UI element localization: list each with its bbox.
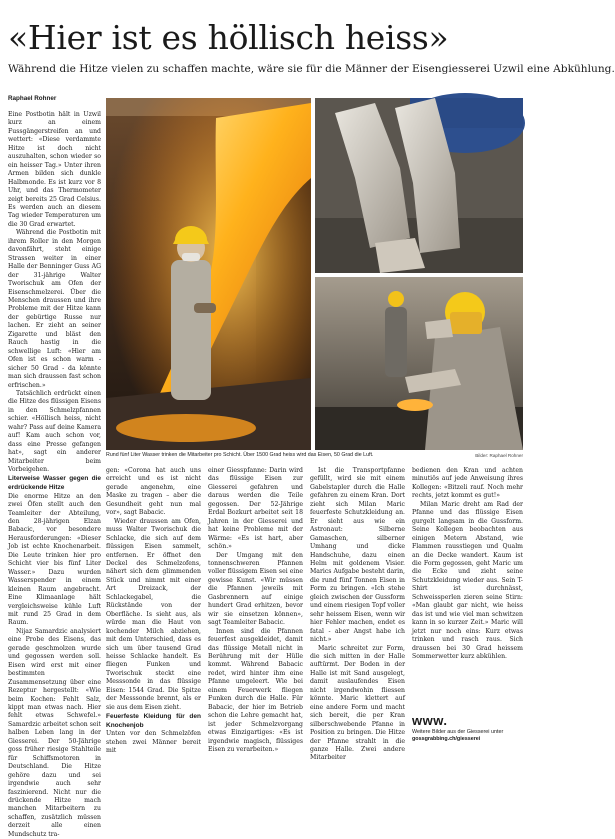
lead-paragraph: Während die Hitze vielen zu schaffen machte, wäre sie für die Männer der Eisengiesserei Uzwil eine Abkühlung. <box>8 63 615 75</box>
photo-worker-graphic <box>315 277 523 450</box>
web-gallery-note-text: Weitere Bilder aus der Giesserei unter <box>412 729 504 735</box>
photo-molten-iron-pour <box>106 98 311 450</box>
photo-credit: Bilder: Raphael Rohner <box>475 453 523 458</box>
paragraph: Innen sind die Pfannen feuerfest ausgekleidet, damit das flüssige Metall nicht in Berührung mit der Hülle kommt. Während Babacic redet, wird hinter ihm eine Pfanne umgeleert. Wie bei einem Feuerwerk fliegen Funken durch die Halle. Für Babacic, der hier im Betrieb schon die Lehre gemacht hat, ist jeder Schmelzvorgang etwas Einzigartiges: «Es ist irgendwie magisch, flüssiges Eisen zu verarbeiten.» <box>208 627 303 753</box>
paragraph: Maric schreitet zur Form, die sich mitten in der Halle auftürmt. Der Boden in der Halle ist mit Sand ausgelegt, damit auslaufendes Eisen nicht irgendwohin fliessen könnte. Maric klettert auf eine andere Form und macht sich bereit, die per Kran silberschwebende Pfanne in Position zu bringen. Die Hitze der Pfanne strahlt in die ganze Halle. Zwei andere Mitarbeiter <box>310 644 405 762</box>
text-column-3 <box>208 467 303 757</box>
text-column-1 <box>8 111 101 838</box>
paragraph: Eine Postbotin hält in Uzwil kurz an einem Fussgängerstreifen an und wettert: «Diese verdammte Hitze ist doch nicht auszuhalten, schon wieder so ein heisser Tag.» Unter ihren Armen bilden sich dunkle Halbmonde. Es ist kurz vor 8 Uhr, und das Thermometer zeigt bereits 25 Grad Celsius. Es werden auch an diesem Tag wieder Temperaturen um die 30 Grad erwartet. <box>8 111 101 228</box>
paragraph: Nijaz Samardzic analysiert eine Probe des Eisens, das gerade geschmolzen wurde und gegossen werden soll. Eisen wird erst mit einer bestimmten Zusammensetzung über eine Rezeptur hergestellt: «Wie beim Kochen: Fehlt Salz, kippt man etwas nach. Hier fehlt etwas Schwefel.» Samardzic arbeitet schon seit halben Leben lang in der Giesserei. Der 50-Jährige goss früher riesige Stahlteile für Schiffsmotoren in Deutschland. Die Hitze gehöre dazu und sei irgendwie auch sehr faszinierend. Nicht nur die drückende Hitze mach manchen Mitarbeitern zu schaffen, zusätzlich müssen derzeit alle einen Mundschutz tra- <box>8 627 101 838</box>
paragraph: bedienen den Kran und achten minutiös auf jede Anweisung ihres Kollegen: «Bitzeli rauf. Noch mehr rechts, jetzt kommt es gut!» <box>412 467 523 500</box>
text-column-5 <box>412 467 523 712</box>
paragraph: Ist die Transportpfanne gefüllt, wird sie mit einem Gabelstapler durch die Halle gefahren zu einem Kran. Dort zieht sich Milan Maric feuerfeste Schutzkleidung an. Er sieht aus wie ein Astronaut: Silberne Gamaschen, silberner Umhang und dicke Handschuhe, dazu einen Helm mit goldenem Visier. Marics Aufgabe besteht darin, die rund fünf Tonnen Eisen in Form zu bringen. «Ich stehe gleich zwischen der Gussform und einem riesigen Topf voller sehr heissem Eisen, wenn wir hier Fehler machen, endet es fatal - aber Angst habe ich nicht.» <box>310 467 406 644</box>
paragraph: gen: «Corona hat auch uns erreicht und es ist nicht gerade angenehm, eine Maske zu tragen – aber die Gesundheit geht nun mal vor», sagt Babacic. <box>106 467 201 517</box>
subheading: Feuerfeste Kleidung für den Knochenjob <box>106 713 201 729</box>
paragraph: Die enorme Hitze an den zwei Öfen stellt auch den Teamleiter der Abteilung, den 28-jährigen Elzan Babacic, vor besondere Herausforderungen: «Dieser Job ist echte Knochenarbeit. Die Leute trinken hier pro Schicht vier bis fünf Liter Wasser.» Dazu wurden Wasserspender in einem kleinen Raum angebracht. Eine Klimaanlage hält vergleichsweise kühle Luft mit rund 25 Grad in dem Raum. <box>8 492 101 627</box>
paragraph: Während die Postbotin mit ihrem Roller in den Morgen davonfährt, steht einige Strassen weiter in einer Halle der Benninger Guss AG der 31-jährige Walter Tworischuk am Ofen der Eisenschmelzerei. Über die Menschen draussen und ihre Probleme mit der Hitze kann der gebürtige Russe nur lachen. Er zieht an seiner Zigarette und bläst den Rauch hastig in die schwellige Luft: «Hier am Ofen ist es schon warm - sicher 50 Grad - da könnte man sich draussen fast schon erfrischen.» <box>8 229 101 389</box>
photo-gloves-graphic <box>315 98 523 273</box>
subheading: Literweise Wasser gegen die erdrückende Hitze <box>8 475 101 492</box>
photo-caption: Rund fünf Liter Wasser trinken die Mitarbeiter pro Schicht. Über 1500 Grad heiss wird das Eisen, 50 Grad die Luft. <box>106 452 374 458</box>
photo-molten-iron-graphic <box>106 98 311 450</box>
text-column-4 <box>310 467 406 762</box>
paragraph: Wieder draussen am Ofen, muss Walter Tworischuk die Schlacke, die sich auf dem flüssigen Eisen sammelt, entfernen. Er öffnet den Deckel des Schmelzofens, nähert sich dem glimmenden Stück und nimmt mit einer Art Dreizack, der Schlackegabel, die Rückstände von der Oberfläche. Is sieht aus, als würde man die Haut von kochender Milch abziehen, mit dem Unterschied, dass es sich um über tausend Grad heisse Schlacke handelt. Es fliegen Funken und Tworischuk steckt eine Messsonde in das flüssige Eisen: 1544 Grad. Die Spitze der Messsonde brennt, als er sie aus dem Eisen zieht. <box>106 517 201 711</box>
byline: Raphael Rohner <box>8 95 57 102</box>
paragraph: Tatsächlich erdrückt einen die Hitze des flüssigen Eisens in den Schmelzpfannen schier. «Höllisch heiss, nicht wahr? Pass auf deine Kamera auf! Kam auch schon vor, dass eine Presse gefangen hat», sagt ein anderer Mitarbeiter beim Vorbeigehen. <box>8 389 101 474</box>
paragraph: einer Giesspfanne: Darin wird das flüssige Eisen zur Giesserei gefahren und daraus werden die Teile gegossen. Der 52-Jährige Erdal Bozkurt arbeitet seit 18 Jahren in der Giesserei und hat keine Probleme mit der Wärme: «Es ist hart, aber schön.» <box>208 467 303 551</box>
headline: «Hier ist es höllisch heiss» <box>8 18 449 57</box>
paragraph: Milan Maric dreht am Rad der Pfanne und das flüssige Eisen gurgelt langsam in die Gussform. Seine Kollegen beobachten aus einigen Metern Abstand, wie Flammen rausstiegen und Qualm an die Decke wandert. Kaum ist die Form gegossen, geht Maric um die Ecke und zieht seine Schutzkleidung wieder aus. Sein T-Shirt ist durchnässt, Schweissperlen zieren seine Stirn: «Man glaubt gar nicht, wie heiss das ist und wie viel man schwitzen kann in so kurzer Zeit.» Maric will jetzt nur noch eins: Kurz etwas trinken und rasch raus. Sich draussen bei 30 Grad heissem Sommerwetter kurz abkühlen. <box>412 500 523 660</box>
web-gallery-note <box>412 729 523 743</box>
paragraph: Unten vor den Schmelzöfen stehen zwei Männer bereit mit <box>106 730 201 755</box>
photo-worker-protective-suit <box>315 277 523 450</box>
text-column-2 <box>106 467 201 757</box>
www-badge: www. <box>412 713 448 728</box>
paragraph: Der Umgang mit den tonnenschweren Pfannen voller flüssigem Eisen sei eine gewisse Kunst. «Wir müssen die Pfannen jeweils mit Gasbrennern auf einige hundert Grad erhitzen, bevor wir sie einsetzen können», sagt Teamleiter Babacic. <box>208 551 303 627</box>
photo-protective-gloves <box>315 98 523 273</box>
web-gallery-link[interactable]: gossgrabbing.ch/giesserei <box>412 736 481 743</box>
